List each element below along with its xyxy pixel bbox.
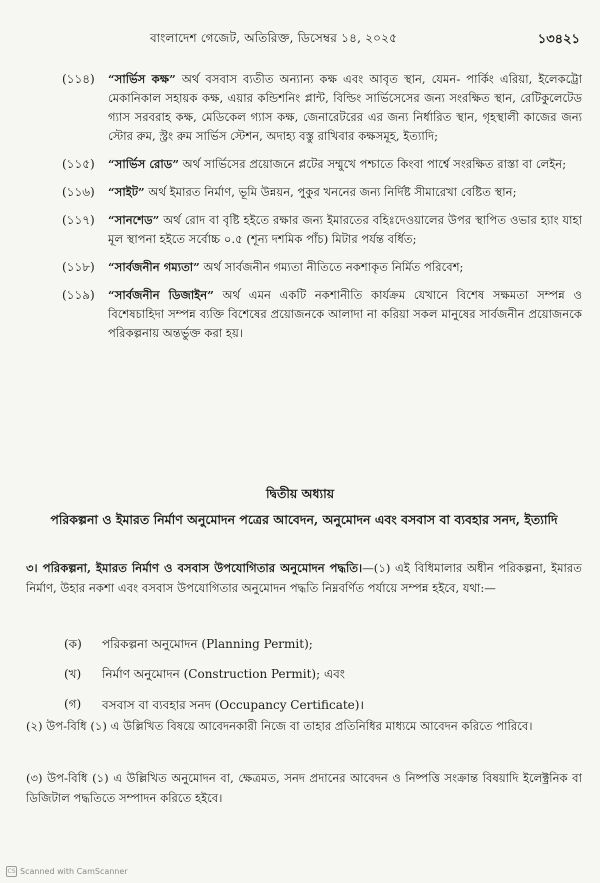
definition-term: “সার্বজনীন ডিজাইন” <box>108 288 214 302</box>
definition-term: “সাইট” <box>108 185 145 199</box>
definitions-list <box>62 70 582 352</box>
definition-item <box>62 70 582 146</box>
watermark-text: Scanned with CamScanner <box>20 867 128 876</box>
definition-item <box>62 155 582 174</box>
definition-item <box>62 286 582 343</box>
list-item-label: (ক) <box>64 637 82 651</box>
definition-number: (১১৮) <box>62 260 95 274</box>
definition-text <box>108 211 582 249</box>
definition-term: “সার্বজনীন গম্যতা” <box>108 260 200 274</box>
list-item-label: (খ) <box>64 667 82 681</box>
section-3-lead: ৩। পরিকল্পনা, ইমারত নির্মাণ ও বসবাস উপযোগিতার অনুমোদন পদ্ধতি। <box>26 561 363 575</box>
definition-meaning: অর্থ বসবাস ব্যতীত অন্যান্য কক্ষ এবং আবৃত স্থান, যেমন- পার্কিং এরিয়া, ইলেকট্রো মেকানিকাল সহায়ক কক্ষ, এয়ার কন্ডিশনিং প্লান্ট, বিল্ডিং সার্ভিসেসের জন্য সংরক্ষিত স্থান, রেটিকুলেটেড গ্যাস সরবরাহ কক্ষ, মেডিকেল গ্যাস কক্ষ, জেনারেটরের এর জন্য নির্ধারিত স্থান, গৃহস্থালী কাজের জন্য স্টোর রুম, স্ট্রং রুম সার্ভিস স্টেশন, অদাহ্য বস্তু রাখিবার কক্ষসমূহ, ইত্যাদি; <box>108 72 583 143</box>
gazette-title: বাংলাদেশ গেজেট, অতিরিক্ত, ডিসেম্বর ১৪, ২০২৫ <box>150 31 398 45</box>
scanner-watermark <box>6 866 128 877</box>
definition-number: (১১৫) <box>62 157 95 171</box>
definition-item <box>62 211 582 249</box>
page-header <box>0 30 600 54</box>
definition-item <box>62 258 582 277</box>
subrule-2-paragraph: (২) উপ-বিধি (১) এ উল্লিখিত বিষয়ে আবেদনকারী নিজে বা তাহার প্রতিনিধির মাধ্যমে আবেদন করিতে পারিবে। <box>26 719 533 733</box>
definition-term: “সানশেড” <box>108 213 160 227</box>
definition-meaning: অর্থ সার্ভিসের প্রয়োজনে প্লটের সম্মুখে পশ্চাতে কিংবা পার্শ্বে সংরক্ষিত রাস্তা বা লেইন; <box>179 157 567 171</box>
page-number: ১৩৪২১ <box>537 32 580 47</box>
definition-text <box>108 70 582 146</box>
definition-number: (১১৭) <box>62 213 95 227</box>
list-item <box>64 661 364 691</box>
definition-number: (১১৪) <box>62 72 95 86</box>
definition-term: “সার্ভিস রোড” <box>108 157 179 171</box>
definition-number: (১১৯) <box>62 288 95 302</box>
section-3-text: —(১) এই বিধিমালার অধীন পরিকল্পনা, ইমারত নির্মাণ, উহার নকশা এবং বসবাস উপযোগিতার অনুমোদন পদ্ধতি নিম্নবর্ণিত পর্যায়ে সম্পন্ন হইবে, যথা:— <box>26 561 582 595</box>
definition-term: “সার্ভিস কক্ষ” <box>108 72 176 86</box>
subrule-3-paragraph: (৩) উপ-বিধি (১) এ উল্লিখিত অনুমোদন বা, ক্ষেত্রমত, সনদ প্রদানের আবেদন ও নিষ্পত্তি সংক্রান্ত বিষয়াদি ইলেক্ট্রনিক বা ডিজিটাল পদ্ধতিতে সম্পাদন করিতে হইবে। <box>26 771 582 805</box>
definition-meaning: অর্থ এমন একটি নকশানীতি কার্যক্রম যেখানে বিশেষ সক্ষমতা সম্পন্ন ও বিশেষচাহিদা সম্পন্ন ব্যক্তি বিশেষের প্রয়োজনকে আলাদা না করিয়া সকল মানুষের সার্বজনীন প্রয়োজনকে পরিকল্পনায় অন্তর্ভুক্ত করা হয়। <box>108 288 582 340</box>
definition-meaning: অর্থ ইমারত নির্মাণ, ভূমি উন্নয়ন, পুকুর খননের জন্য নির্দিষ্ট সীমারেখা বেষ্টিত স্থান; <box>144 185 517 199</box>
camscanner-icon: CS <box>7 868 16 875</box>
list-item-text: পরিকল্পনা অনুমোদন (Planning Permit); <box>102 637 313 651</box>
definition-item <box>62 183 582 202</box>
chapter-heading: দ্বিতীয় অধ্যায় <box>265 486 335 501</box>
list-item <box>64 631 364 661</box>
definition-meaning: অর্থ রোদ বা বৃষ্টি হইতে রক্ষার জন্য ইমারতের বহিঃদেওয়ালের উপর স্থাপিত ওভার হ্যাং যাহা মূল স্থাপনা হইতে সর্বোচ্চ ০.৫ (শূন্য দশমিক পাঁচ) মিটার পর্যন্ত বর্ধিত; <box>108 213 582 246</box>
definition-text <box>108 258 582 277</box>
list-item-text: বসবাস বা ব্যবহার সনদ (Occupancy Certificate)। <box>102 697 365 712</box>
approval-stages-list <box>64 631 364 721</box>
definition-text <box>108 286 582 343</box>
chapter-title: পরিকল্পনা ও ইমারত নির্মাণ অনুমোদন পত্রের আবেদন, অনুমোদন এবং বসবাস বা ব্যবহার সনদ, ইত্যাদি <box>50 512 558 527</box>
list-item-label: (গ) <box>64 697 82 711</box>
section-3-paragraph <box>26 558 582 598</box>
definition-meaning: অর্থ সার্বজনীন গম্যতা নীতিতে নকশাকৃত নির্মিত পরিবেশ; <box>199 260 464 274</box>
list-item-text: নির্মাণ অনুমোদন (Construction Permit); এবং <box>102 667 345 681</box>
definition-text <box>108 155 582 174</box>
definition-text <box>108 183 582 202</box>
definition-number: (১১৬) <box>62 185 95 199</box>
